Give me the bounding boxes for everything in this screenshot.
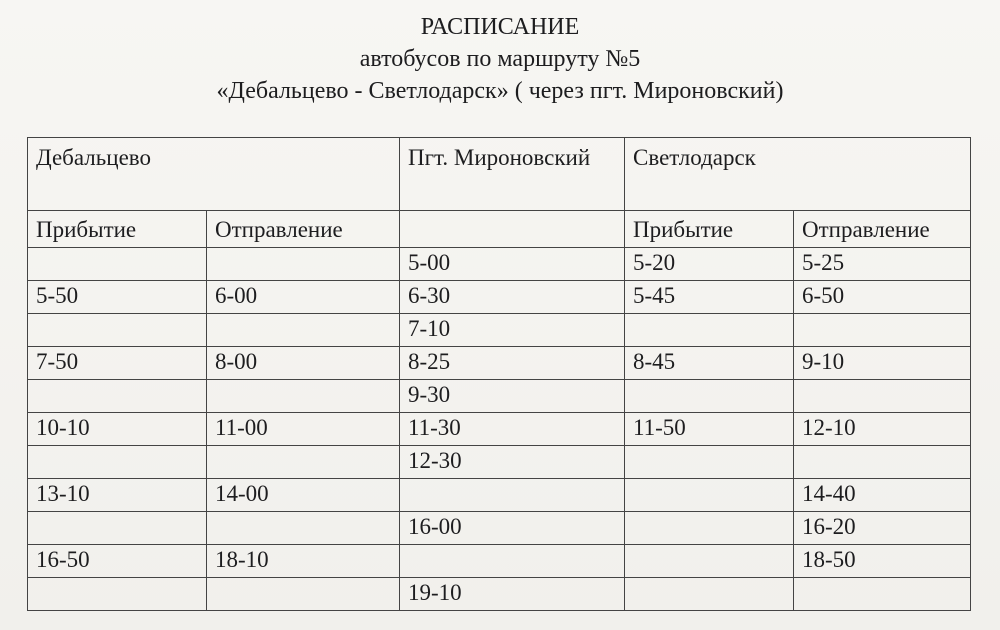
- cell-deb-arrival: 13-10: [28, 479, 207, 512]
- cell-deb-departure: [207, 380, 400, 413]
- cell-deb-arrival: 16-50: [28, 545, 207, 578]
- cell-deb-departure: 18-10: [207, 545, 400, 578]
- route-name: «Дебальцево - Светлодарск» ( через пгт. Мироновский): [216, 78, 784, 104]
- cell-svet-arrival: [625, 380, 794, 413]
- table-row: [28, 545, 971, 578]
- subheader-deb-arrival: Прибытие: [28, 211, 207, 248]
- cell-mironovsky: 5-00: [400, 248, 625, 281]
- cell-deb-departure: 11-00: [207, 413, 400, 446]
- header-debaltsevo: Дебальцево: [28, 138, 400, 211]
- cell-svet-departure: 12-10: [794, 413, 971, 446]
- cell-svet-arrival: [625, 545, 794, 578]
- table-row: [28, 479, 971, 512]
- cell-svet-arrival: [625, 446, 794, 479]
- header-svetlodarsk: Светлодарск: [625, 138, 971, 211]
- cell-mironovsky: 19-10: [400, 578, 625, 611]
- cell-svet-arrival: [625, 512, 794, 545]
- cell-svet-departure: 14-40: [794, 479, 971, 512]
- cell-svet-arrival: [625, 314, 794, 347]
- cell-mironovsky: 6-30: [400, 281, 625, 314]
- cell-svet-departure: [794, 446, 971, 479]
- cell-svet-departure: [794, 314, 971, 347]
- cell-svet-arrival: 11-50: [625, 413, 794, 446]
- cell-svet-departure: 6-50: [794, 281, 971, 314]
- schedule-rows: [28, 248, 971, 611]
- cell-deb-arrival: 10-10: [28, 413, 207, 446]
- cell-deb-arrival: [28, 578, 207, 611]
- table-subheader-row: [28, 211, 971, 248]
- cell-deb-departure: 14-00: [207, 479, 400, 512]
- cell-mironovsky: 16-00: [400, 512, 625, 545]
- cell-deb-departure: 6-00: [207, 281, 400, 314]
- cell-mironovsky: 12-30: [400, 446, 625, 479]
- cell-deb-arrival: [28, 446, 207, 479]
- table-row: [28, 248, 971, 281]
- cell-mironovsky: 11-30: [400, 413, 625, 446]
- cell-mironovsky: 7-10: [400, 314, 625, 347]
- cell-svet-departure: [794, 380, 971, 413]
- cell-deb-departure: [207, 512, 400, 545]
- table-header-row: [28, 138, 971, 211]
- cell-svet-departure: 9-10: [794, 347, 971, 380]
- table-row: [28, 314, 971, 347]
- document-title: РАСПИСАНИЕ: [420, 14, 580, 40]
- cell-svet-arrival: 5-45: [625, 281, 794, 314]
- cell-deb-arrival: [28, 512, 207, 545]
- cell-svet-departure: 16-20: [794, 512, 971, 545]
- subheader-mironovsky-empty: [400, 211, 625, 248]
- cell-mironovsky: [400, 479, 625, 512]
- cell-mironovsky: [400, 545, 625, 578]
- cell-deb-departure: [207, 578, 400, 611]
- cell-svet-arrival: 5-20: [625, 248, 794, 281]
- cell-deb-arrival: [28, 248, 207, 281]
- table-row: [28, 512, 971, 545]
- table-row: [28, 380, 971, 413]
- cell-deb-departure: [207, 314, 400, 347]
- cell-svet-departure: 18-50: [794, 545, 971, 578]
- schedule-table: [27, 137, 971, 611]
- cell-mironovsky: 9-30: [400, 380, 625, 413]
- cell-mironovsky: 8-25: [400, 347, 625, 380]
- cell-svet-arrival: 8-45: [625, 347, 794, 380]
- cell-deb-arrival: 5-50: [28, 281, 207, 314]
- document-subtitle: автобусов по маршруту №5: [359, 46, 641, 72]
- table-row: [28, 413, 971, 446]
- cell-deb-arrival: [28, 380, 207, 413]
- subheader-svet-departure: Отправление: [794, 211, 971, 248]
- table-row: [28, 347, 971, 380]
- cell-deb-departure: [207, 248, 400, 281]
- subheader-svet-arrival: Прибытие: [625, 211, 794, 248]
- subheader-deb-departure: Отправление: [207, 211, 400, 248]
- table-row: [28, 281, 971, 314]
- cell-svet-arrival: [625, 479, 794, 512]
- header-mironovsky: Пгт. Мироновский: [400, 138, 625, 211]
- cell-deb-departure: [207, 446, 400, 479]
- cell-deb-arrival: [28, 314, 207, 347]
- cell-svet-arrival: [625, 578, 794, 611]
- cell-deb-departure: 8-00: [207, 347, 400, 380]
- cell-deb-arrival: 7-50: [28, 347, 207, 380]
- cell-svet-departure: 5-25: [794, 248, 971, 281]
- cell-svet-departure: [794, 578, 971, 611]
- table-row: [28, 446, 971, 479]
- table-row: [28, 578, 971, 611]
